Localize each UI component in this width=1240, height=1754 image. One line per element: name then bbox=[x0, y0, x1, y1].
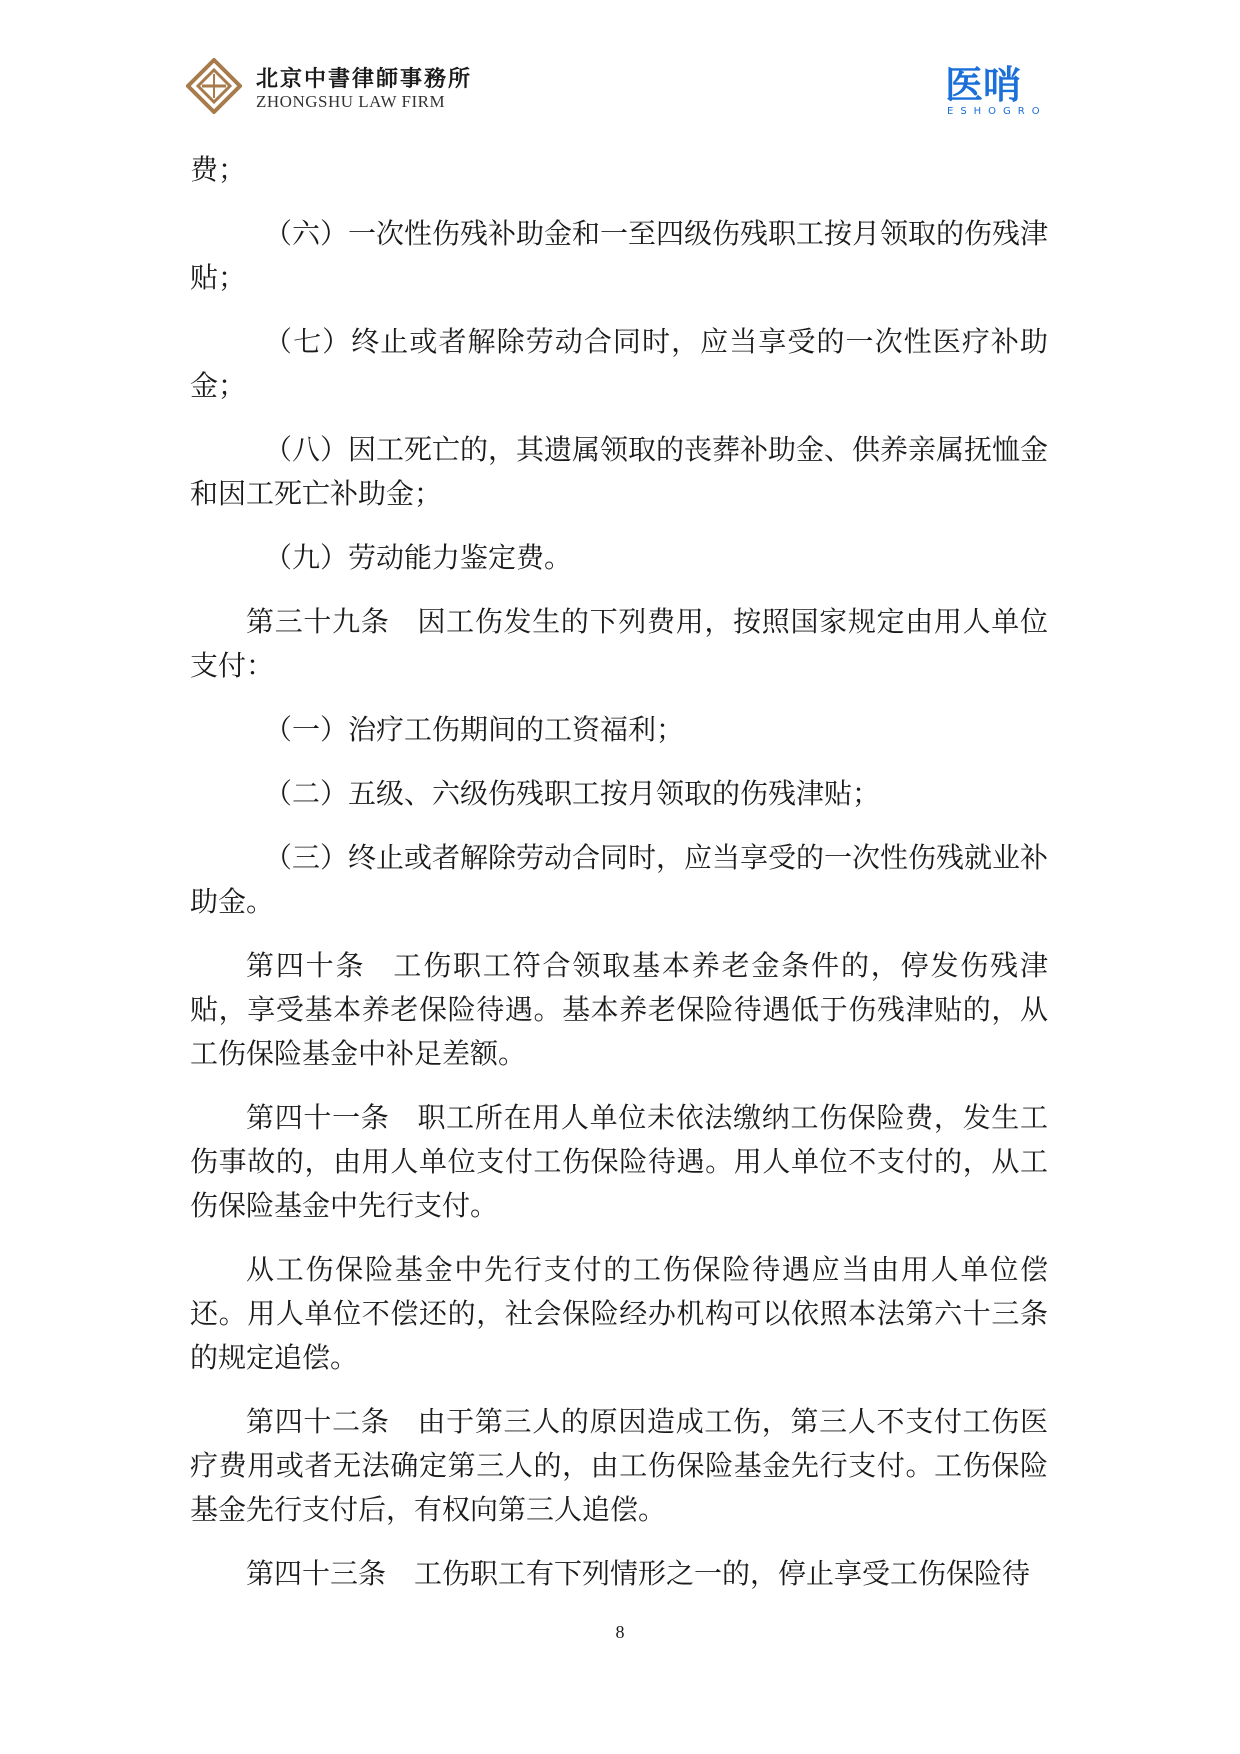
article-41 bbox=[190, 1096, 1048, 1228]
brand-logo-text: 医哨 bbox=[945, 63, 1022, 107]
article-text: 由于第三人的原因造成工伤，第三人不支付工伤医疗费用或者无法确定第三人的，由工伤保险基金先行支付。工伤保险基金先行支付后，有权向第三人追偿。 bbox=[190, 1405, 1048, 1526]
paragraph: （一）治疗工伤期间的工资福利； bbox=[264, 713, 685, 746]
article-number: 第四十条 bbox=[246, 949, 366, 982]
article-text: 工伤职工符合领取基本养老金条件的，停发伤残津贴，享受基本养老保险待遇。基本养老保险待遇低于伤残津贴的，从工伤保险基金中补足差额。 bbox=[190, 949, 1048, 1070]
article-text: 职工所在用人单位未依法缴纳工伤保险费，发生工伤事故的，由用人单位支付工伤保险待遇。用人单位不支付的，从工伤保险基金中先行支付。 bbox=[190, 1101, 1048, 1222]
document-body bbox=[190, 148, 1048, 1616]
article-39 bbox=[190, 600, 1048, 688]
page-header bbox=[0, 0, 1240, 130]
article-text: 因工伤发生的下列费用，按照国家规定由用人单位支付： bbox=[190, 605, 1048, 682]
article-40 bbox=[190, 944, 1048, 1076]
paragraph: （六）一次性伤残补助金和一至四级伤残职工按月领取的伤残津贴； bbox=[190, 217, 1049, 294]
paragraph: （三）终止或者解除劳动合同时，应当享受的一次性伤残就业补助金。 bbox=[190, 841, 1049, 918]
paragraph: （二）五级、六级伤残职工按月领取的伤残津贴； bbox=[264, 777, 881, 810]
firm-name-cn: 北京中書律師事務所 bbox=[256, 66, 473, 92]
article-42 bbox=[190, 1400, 1048, 1532]
article-43 bbox=[190, 1552, 1048, 1596]
article-number: 第三十九条 bbox=[246, 605, 390, 638]
brand-logo bbox=[945, 64, 1065, 118]
article-number: 第四十三条 bbox=[246, 1557, 387, 1590]
article-number: 第四十一条 bbox=[246, 1101, 390, 1134]
paragraph: 费； bbox=[190, 153, 247, 186]
paragraph: （八）因工死亡的，其遗属领取的丧葬补助金、供养亲属抚恤金和因工死亡补助金； bbox=[190, 433, 1049, 510]
paragraph: 从工伤保险基金中先行支付的工伤保险待遇应当由用人单位偿还。用人单位不偿还的，社会保险经办机构可以依照本法第六十三条的规定追偿。 bbox=[190, 1253, 1048, 1374]
page-number: 8 bbox=[615, 1622, 625, 1642]
brand-logo-subtext: ESHOGRO bbox=[947, 106, 1047, 117]
paragraph: （七）终止或者解除劳动合同时，应当享受的一次性医疗补助金； bbox=[190, 325, 1048, 402]
firm-name-en: ZHONGSHU LAW FIRM bbox=[256, 92, 446, 111]
article-text: 工伤职工有下列情形之一的，停止享受工伤保险待 bbox=[414, 1557, 1031, 1590]
paragraph: （九）劳动能力鉴定费。 bbox=[264, 541, 573, 574]
article-number: 第四十二条 bbox=[246, 1405, 390, 1438]
firm-logo-icon bbox=[186, 58, 242, 114]
